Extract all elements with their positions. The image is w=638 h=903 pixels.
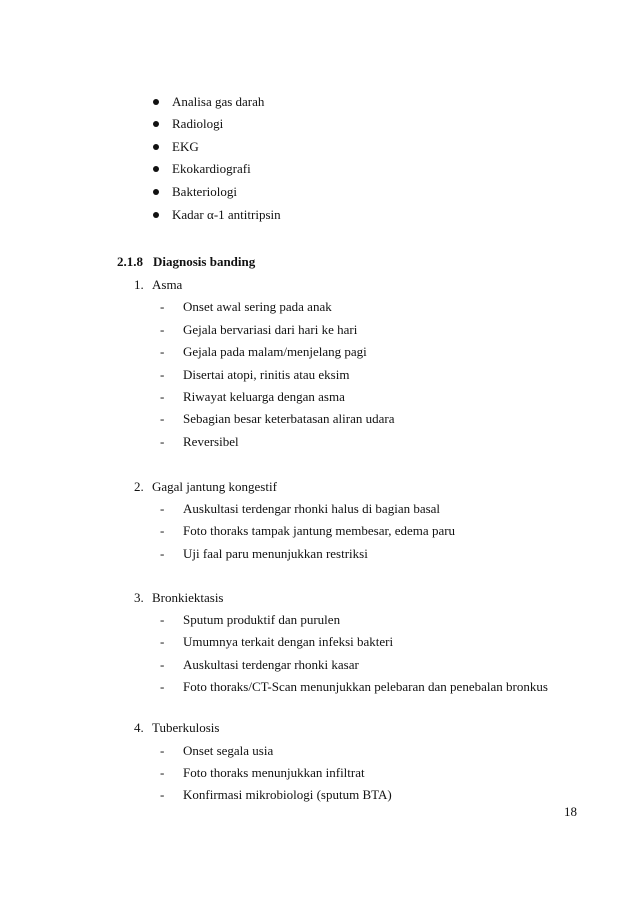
bullet-icon [153,166,159,172]
dash-marker: - [160,612,165,627]
list-item: Disertai atopi, rinitis atau eksim [183,367,350,382]
exam-item: Analisa gas darah [172,94,265,109]
exam-item: EKG [172,139,199,154]
list-item: Foto thoraks menunjukkan infiltrat [183,765,365,780]
bullet-icon [153,99,159,105]
section-title: Diagnosis banding [153,254,256,269]
list-item: Foto thoraks tampak jantung membesar, edema paru [183,523,456,538]
dash-marker: - [160,679,165,694]
list-item: Riwayat keluarga dengan asma [183,389,345,404]
exam-item: Bakteriologi [172,184,237,199]
list-item: Gejala bervariasi dari hari ke hari [183,322,358,337]
dash-marker: - [160,367,165,382]
list-item: Onset segala usia [183,743,274,758]
dash-marker: - [160,634,165,649]
bullet-icon [153,189,159,195]
list-item: Gejala pada malam/menjelang pagi [183,344,367,359]
diagnosis-number: 3. [134,590,144,605]
diagnosis-number: 2. [134,479,144,494]
diagnosis-number: 4. [134,720,144,735]
exam-item: Radiologi [172,116,224,131]
diagnosis-title: Gagal jantung kongestif [152,479,277,494]
list-item: Auskultasi terdengar rhonki kasar [183,657,359,672]
dash-marker: - [160,299,165,314]
dash-marker: - [160,389,165,404]
dash-marker: - [160,344,165,359]
bullet-icon [153,144,159,150]
dash-marker: - [160,501,165,516]
diagnosis-number: 1. [134,277,144,292]
list-item: Uji faal paru menunjukkan restriksi [183,546,368,561]
list-item: Auskultasi terdengar rhonki halus di bagian basal [183,501,441,516]
dash-marker: - [160,787,165,802]
exam-item: Kadar α-1 antitripsin [172,207,281,222]
dash-marker: - [160,322,165,337]
dash-marker: - [160,743,165,758]
list-item: Sputum produktif dan purulen [183,612,341,627]
bullet-icon [153,121,159,127]
dash-marker: - [160,657,165,672]
diagnosis-title: Asma [152,277,183,292]
dash-marker: - [160,765,165,780]
dash-marker: - [160,523,165,538]
section-number: 2.1.8 [117,254,143,269]
page-number: 18 [564,804,577,819]
exam-item: Ekokardiografi [172,161,251,176]
list-item: Onset awal sering pada anak [183,299,332,314]
diagnosis-title: Bronkiektasis [152,590,224,605]
dash-marker: - [160,546,165,561]
list-item: Foto thoraks/CT-Scan menunjukkan pelebaran dan penebalan bronkus [183,679,548,694]
list-item: Sebagian besar keterbatasan aliran udara [183,411,395,426]
dash-marker: - [160,411,165,426]
list-item: Konfirmasi mikrobiologi (sputum BTA) [183,787,392,802]
bullet-icon [153,212,159,218]
list-item: Umumnya terkait dengan infeksi bakteri [183,634,394,649]
diagnosis-title: Tuberkulosis [152,720,220,735]
list-item: Reversibel [183,434,239,449]
dash-marker: - [160,434,165,449]
